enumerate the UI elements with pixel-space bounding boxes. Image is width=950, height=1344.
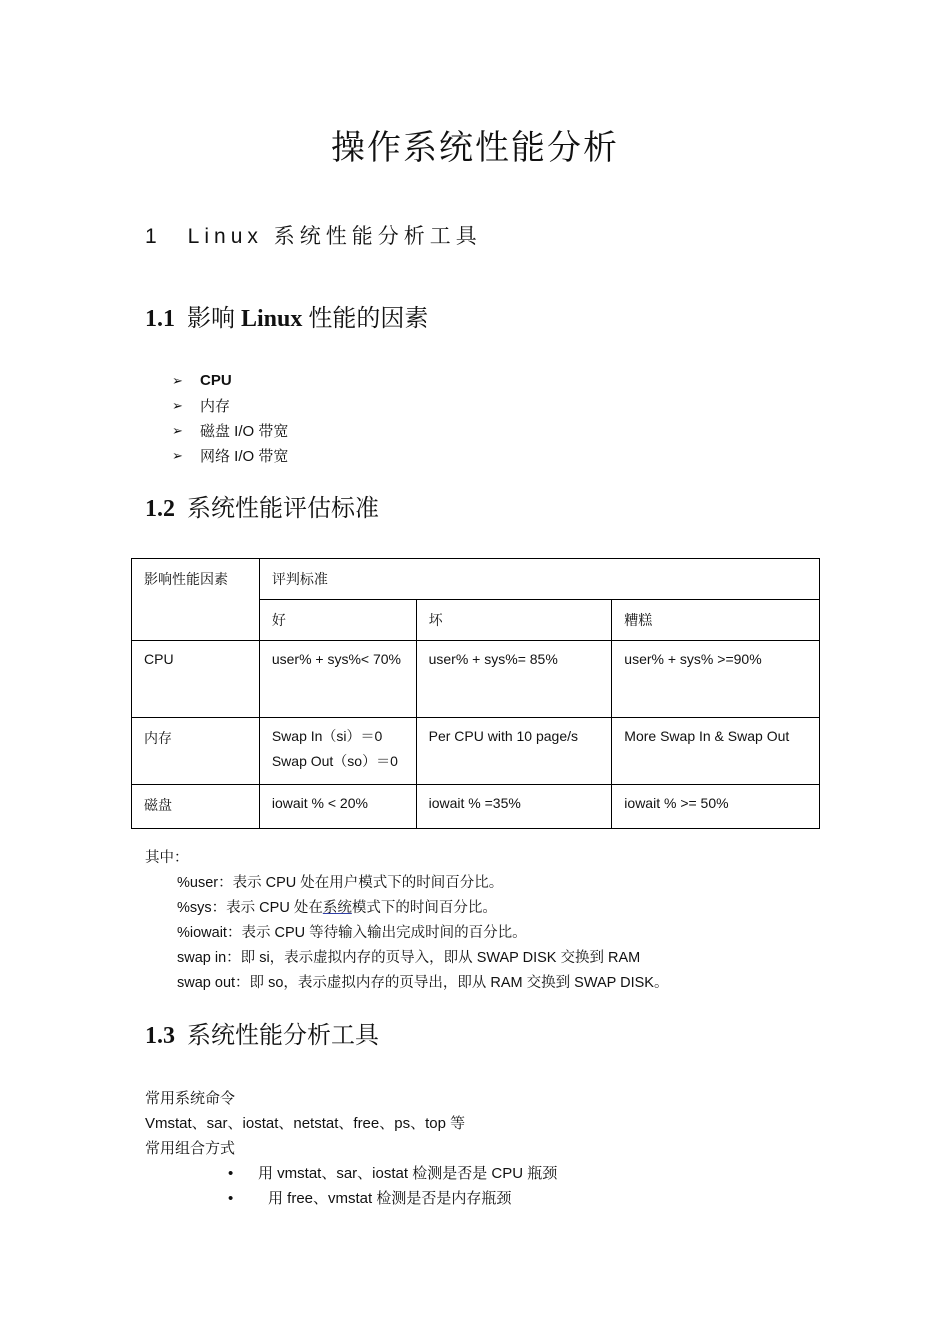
list-item-label: 用 free、vmstat 检测是否是内存瓶颈 (268, 1190, 512, 1207)
table-row (132, 559, 820, 600)
bullet-dot-icon: • (228, 1165, 234, 1182)
header-bad-cell: 坏 (416, 600, 612, 641)
table-row (132, 785, 820, 829)
heading-text: 系统性能评估标准 (187, 496, 379, 522)
common-cmds: Vmstat、sar、iostat、netstat、free、ps、top 等 (145, 1115, 466, 1132)
table-cell (259, 718, 416, 785)
table-cell: Per CPU with 10 page/s (416, 718, 612, 785)
combo-label: 常用组合方式 (145, 1140, 236, 1157)
list-item (172, 443, 288, 468)
criteria-table (131, 558, 820, 829)
arrow-bullet-icon: ➢ (172, 372, 183, 388)
arrow-bullet-icon: ➢ (172, 397, 183, 413)
table-cell: iowait % >= 50% (612, 785, 820, 829)
table-cell: user% + sys%= 85% (416, 641, 612, 718)
heading-number: 1.1 (145, 306, 175, 332)
note-underlined-text: 系统 (322, 900, 352, 916)
header-good-cell: 好 (259, 600, 416, 641)
list-item-label: 网络 I/O 带宽 (200, 448, 289, 465)
section-heading-1-1 (145, 298, 428, 333)
list-item-label: 用 vmstat、sar、iostat 检测是否是 CPU 瓶颈 (258, 1165, 558, 1182)
header-factor-cell: 影响性能因素 (132, 559, 260, 641)
table-cell: iowait % < 20% (259, 785, 416, 829)
table-row (132, 641, 820, 718)
list-item-label: 磁盘 I/O 带宽 (200, 423, 289, 440)
heading-number: 1.2 (145, 496, 175, 522)
list-item (172, 418, 288, 443)
section-heading-1-3 (145, 1015, 379, 1050)
cell-line: Swap Out（so）＝0 (271, 753, 398, 769)
list-item (172, 368, 288, 393)
heading-number: 1.3 (145, 1023, 175, 1049)
table-cell: iowait % =35% (416, 785, 612, 829)
cell-line: Swap In（si）＝0 (271, 728, 383, 744)
table-cell: CPU (132, 641, 260, 718)
section-heading-1: 1 Linux 系统性能分析工具 (145, 225, 482, 248)
arrow-bullet-icon: ➢ (172, 447, 183, 463)
note-sys (145, 896, 668, 921)
note-iowait: %iowait：表示 CPU 等待输入输出完成时间的百分比。 (177, 925, 527, 941)
table-cell: 磁盘 (132, 785, 260, 829)
header-terrible-cell: 糟糕 (612, 600, 820, 641)
list-item-label: 内存 (200, 398, 231, 415)
heading-text-pre: 影响 (187, 306, 235, 332)
header-criteria-cell: 评判标准 (259, 559, 819, 600)
note-text: %sys：表示 CPU 处在 (177, 900, 323, 916)
table-cell: user% + sys% >=90% (612, 641, 820, 718)
document-title: 操作系统性能分析 (331, 128, 619, 168)
heading-text-bold: Linux (241, 306, 303, 332)
note-swapout: swap out：即 so，表示虚拟内存的页导出，即从 RAM 交换到 SWAP DISK。 (177, 975, 669, 991)
notes-lead: 其中： (145, 850, 189, 866)
table-cell: user% + sys%< 70% (259, 641, 416, 718)
notes-block (145, 846, 668, 996)
list-item (145, 1186, 557, 1211)
table-cell: 内存 (132, 718, 260, 785)
tools-block (145, 1086, 557, 1211)
list-item (145, 1161, 557, 1186)
common-cmds-label: 常用系统命令 (145, 1090, 236, 1107)
note-user: %user：表示 CPU 处在用户模式下的时间百分比。 (177, 875, 504, 891)
table-row (132, 718, 820, 785)
heading-text: 系统性能分析工具 (187, 1023, 379, 1049)
list-item (172, 393, 288, 418)
note-text: 模式下的时间百分比。 (351, 900, 497, 916)
section-heading-1-2 (145, 488, 379, 523)
heading-text-post: 性能的因素 (308, 306, 429, 332)
bullet-dot-icon: • (228, 1190, 234, 1207)
table-cell: More Swap In & Swap Out (612, 718, 820, 785)
note-swapin: swap in：即 si，表示虚拟内存的页导入，即从 SWAP DISK 交换到 RAM (177, 950, 641, 966)
list-item-label: CPU (200, 372, 232, 389)
factor-list (172, 368, 288, 468)
arrow-bullet-icon: ➢ (172, 422, 183, 438)
